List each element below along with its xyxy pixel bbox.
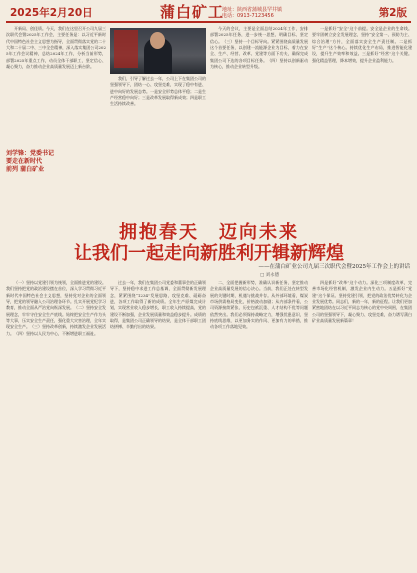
page-header — [0, 0, 417, 26]
article-column-1 — [6, 26, 106, 220]
column-1-lower-text: （一）坚持以党建引领为统领，全面推进党的建设。我们坚持把党的政治建设摆在首位，深入学习贯彻习近平新时代中国特色社会主义思想，坚持党对企业的全面领导，把党的领导融入公司治理各环节。扎实开展党纪学习教育，推动全面从严治党向纵深发展。（二）坚持安全发展理念，牢牢守住安全生产底线。始终把安全生产作为头等大事，压实安全生产责任，强化重大灾害治理，全年实现安全生产。（三）坚持改革创新，持续激发企业发展活力。（四）坚持以人民为中心，不断增进职工福祉。 — [6, 280, 106, 336]
speaker-face — [150, 32, 165, 49]
issue-date: 2025年2月20日 — [10, 7, 93, 19]
masthead-sub-line1: 地址：陕西省蒲城县罕井镇 — [222, 7, 283, 13]
masthead-sub-line2: 电话：0913-7123456 — [222, 13, 274, 19]
column-1-text: 开新局、创佳绩。今天，我们在这里召开公司九届三次职代会暨2025年工作会，主要任务是：以习近平新时代中国特色社会主义思想为指导，全面贯彻落实党的二十大和二十届二中、三中全会精神，深入落实集团公司2025年工作会议精神，总结2024年工作，分析当前形势，部署2025年重点工作，动员全体干部职工，坚定信心、凝心聚力，奋力推动企业高质量发展迈上新台阶。 — [6, 26, 106, 70]
article-column-2-lower — [110, 280, 206, 566]
left-headline-line-1: 刘学锋：党委书记 — [6, 150, 55, 157]
masthead-subtext — [222, 7, 282, 19]
article-column-1-lower — [6, 280, 106, 566]
column-4-text: 一是抓好“安全”这个前提。安全是企业的生命线。要牢固树立安全发展理念，坚持“安全第一、预防为主、综合治理”方针，全面落实安全生产责任制。二是抓好“生产”这个核心。持续优化生产布局，推进智能化建设，提升生产效率和效益。三是抓好“经营”这个关键。强化精益管理，降本增效，提升企业盈利能力。 — [312, 26, 412, 63]
article-column-4-lower — [312, 280, 412, 566]
article-column-2 — [110, 76, 206, 222]
article-column-3 — [210, 26, 308, 220]
flag-backdrop — [114, 30, 138, 68]
column-3-text: 今天的会议，主要是全面总结2024年工作，安排部署2025年任务，进一步统一思想、明确目标、坚定信心。（三）坚持一个目标导向。紧紧围绕高质量发展这个首要任务，以创建一流能源企业为目标，着力在安全、生产、经营、改革、党建等方面下功夫，确保完成集团公司下达的各项目标任务。（四）坚持以创新驱动为核心，推动企业转型升级。 — [210, 26, 308, 70]
column-2-text: 我们，引导了解过去一年，公司上下在集团公司的坚强领导下，团结一心、攻坚克难，实现了稳中有进、进中向好的发展态势。一是安全形势总体平稳；二是生产经营稳中向好；三是改革发展取得新成效；四是职工生活持续改善。 — [110, 76, 206, 107]
headline-subtitle: ——在蒲白矿业公司九届三次职代会暨2025年工作会上的讲话 — [258, 264, 410, 270]
masthead-logo: 蒲白矿工 — [160, 3, 225, 21]
main-headline — [6, 222, 412, 264]
article-author: □ 刘永德 — [260, 273, 280, 278]
headline-line-1: 拥抱春天 迈向未来 — [119, 222, 299, 243]
left-headline-line-3: 前列 蒲白矿业 — [6, 166, 45, 173]
article-column-3-lower — [210, 280, 308, 566]
left-headline-line-2: 要走在新时代 — [6, 158, 43, 165]
column-4-lower-text: 四是抓好“改革”这个动力。深化三项制度改革，完善市场化经营机制，激发企业内生动力。五是抓好“党建”这个保证。坚持党建引领，把党的政治优势转化为企业发展优势。同志们，新的一年，新的征程。让我们更加紧密地团结在以习近平同志为核心的党中央周围，在集团公司的坚强领导下，凝心聚力、攻坚克难，奋力谱写蒲白矿业高质量发展新篇章！ — [312, 280, 412, 324]
article-column-4 — [312, 26, 412, 220]
column-3-lower-text: 二、全面把握新形势，准确认识新任务，坚定推动企业高质量发展的信心决心。当前，我们正处在转型发展的关键时期，机遇与挑战并存。从外部环境看，煤炭市场供需格局变化，价格波动加剧；从内部条件看，公司资源接续紧张、历史包袱沉重、人才结构不优等问题依然突出。我们必须保持战略定力，增强忧患意识，坚持底线思维，以更加务实的作风、更加有力的举措，推动各项工作落地见效。 — [210, 280, 308, 330]
page-number: 第2版 — [378, 7, 407, 19]
header-divider — [6, 21, 411, 23]
column-2-lower-text: 过去一年，我们在集团公司党委和董事会的正确领导下，坚持稳中求进工作总基调，全面贯彻新发展理念，紧紧围绕“1234”发展思路，攻坚克难、砥砺奋进，各项工作取得了新的成绩。全年生产原煤完成计划，实现营业收入稳步增长，职工收入持续提高，党的建设不断加强，企业发展质量和效益稳步提升。成绩的取得，是集团公司正确领导的结果，是全体干部职工团结拼搏、辛勤付出的结果。 — [110, 280, 206, 330]
speaker-photo — [110, 28, 206, 74]
headline-line-2: 让我们一起走向新胜利开辑新辉煌 — [74, 243, 344, 264]
left-headline — [6, 150, 106, 174]
